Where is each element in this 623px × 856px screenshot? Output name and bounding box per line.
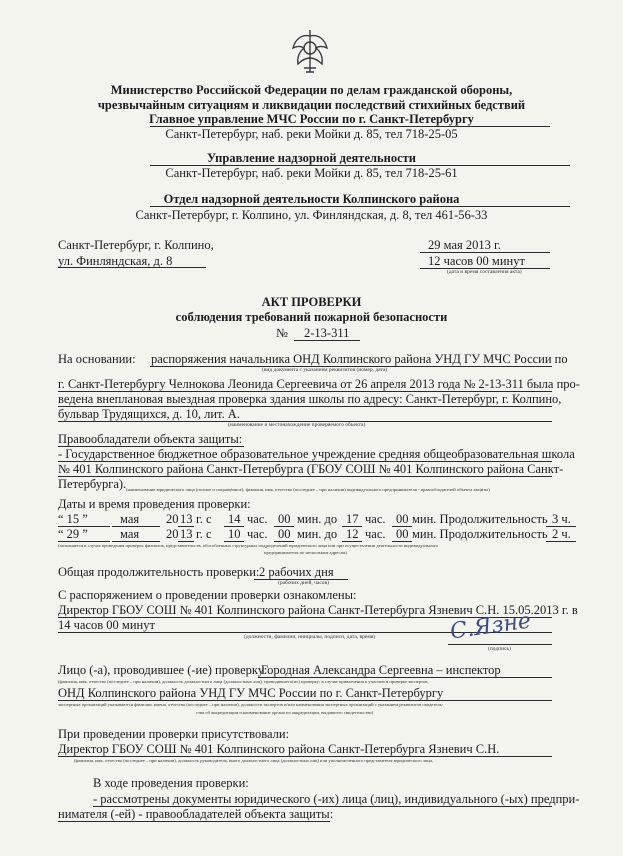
handwritten-signature: С.Язне — [448, 608, 533, 645]
duration-value: 2 рабочих дня — [259, 565, 334, 579]
basis-label: На основании: — [58, 352, 136, 366]
ministry-line-1: Министерство Российской Федерации по делам гражданской обороны, — [110, 83, 513, 97]
course-line-2: нимателя (-ей) - правообладателей объекта защиты: — [58, 807, 334, 821]
acquainted-label: С распоряжением о проведении проверки ознакомлены: — [58, 588, 357, 602]
acquainted-line-2: 14 часов 00 минут — [58, 618, 155, 632]
ond-name: Отдел надзорной деятельности Колпинского района — [163, 192, 460, 206]
document-page: Министерство Российской Федерации по делам гражданской обороны, чрезвычайным ситуациям и ликвидации последствий стихийных бедствий Главное управление МЧС России по г. Санкт-Петербургу Санкт-Петербург, наб. реки Мойки д. 85, тел 718-25-05 Управление надзорной деятельности Санкт-Петербург, наб. реки Мойки д. 85, тел 718-25-61 Отдел надзорной деятельности Колпинского района Санкт-Петербург, г. Колпино, ул. Финляндская, д. 8, тел 461-56-33 Санкт-Петербург, г. Колпино, ул. Финляндская, д. 8 29 мая 2013 г. 12 часов 00 минут (дата и время составления акта) АКТ ПРОВЕРКИ соблюдения требований пожарной безопасности № 2-13-311 На основании: распоряжения начальника ОНД Колпинского района УНД ГУ МЧС России по (вид документа с указанием реквизитов (номер, дата) г. Санкт-Петербургу Челнокова Леонида Сергеевича от 26 апреля 2013 года № 2-13-311 была про- ведена внеплановая выездная проверка здания школы по адресу: Санкт-Петербург, г. Колпино, бульвар Трудящихся, д. 10, лит. А. (наименование и местонахождение проверяемого объекта) Правообладатели объекта защиты: - Государственное бюджетное образовательное учреждение средняя общеобразовательная школа № 401 Колпинского района Санкт-Петербурга (ГБОУ СОШ № 401 Колпинского района Санкт- Петербурга). (наименование юридического лица (полное и сокращённое), фамилия, имя, отчество (последнее – при наличии) индивидуального предпринимателя - правообладателей объекта защиты) Даты и время проведения проверки: “ 15 ” мая 20 13 г. с 14 час. 00 мин. до 17 час. 00 мин. Продолжительность 3 ч. “ 29 ” мая 20 13 г. с 10 час. 00 мин. до 12 час. 00 мин. Продолжительность 2 ч. (заполняется в случае проведения проверок филиалов, представительств, обособленных структурных подразделений юридического лица или при осуществлении деятельности индивидуального предпринимателя по нескольким адресам) Общая продолжительность проверки: 2 рабочих дня (рабочих дней, часов) С распоряжением о проведении проверки ознакомлены: Директор ГБОУ СОШ № 401 Колпинского района Санкт-Петербурга Язневич С.Н. 15.05.2013 г. в 14 часов 00 минут (должности, фамилии, инициалы, подписи, дата, время) С.Язне (подпись) Лицо (-а), проводившее (-ие) проверку: Городная Александра Сергеевна – инспектор (фамилия, имя, отчество (последнее – при наличии), должность должностного лица (должностных лиц), проводившего(их) проверку; в случае привлечения к участию в проверке экспертов, ОНД Колпинского района УНД ГУ МЧС России по г. Санкт-Петербургу экспертных организаций указываются фамилии, имена, отчества (последнее – при наличии), должности экспертов и/или наименования экспертных организаций с указанием реквизитов свидетель- ства об аккредитации и наименование органа по аккредитации, выдавшего свидетельство) При проведении проверки присутствовали: Директор ГБОУ СОШ № 401 Колпинского района Санкт-Петербурга Язневич С.Н. (фамилия, имя, отчество (последнее – при наличии), должность руководителя, иного должностного лица (должностных лиц) или уполномоченного представителя юридического лица, В ходе проведения проверки: - рассмотрены документы юридического (-их) лица (лиц), индивидуального (-ых) предпри- нимателя (-ей) - правообладателей объекта защиты: — [0, 0, 623, 856]
gu-name: Главное управление МЧС России по г. Санкт-Петербургу — [149, 112, 474, 126]
inspector-line-2: ОНД Колпинского района УНД ГУ МЧС России по г. Санкт-Петербургу — [58, 686, 444, 700]
signature-caption: (подпись) — [488, 646, 511, 652]
owners-line-2: № 401 Колпинского района Санкт-Петербурга (ГБОУ СОШ № 401 Колпинского района Санкт- — [58, 462, 564, 476]
basis-line-2: г. Санкт-Петербургу Челнокова Леонида Сергеевича от 26 апреля 2013 года № 2-13-311 была про- — [58, 377, 580, 391]
present-caption: (фамилия, имя, отчество (последнее – при наличии), должность руководителя, иного должностного лица (должностных лиц) или уполномоченного представителя юридического лица, — [74, 758, 434, 763]
owners-line-1: - Государственное бюджетное образовательное учреждение средняя общеобразовательная школа — [58, 447, 575, 461]
act-title: АКТ ПРОВЕРКИ — [261, 295, 362, 309]
inspector-label: Лицо (-а), проводившее (-ие) проверку: — [58, 663, 268, 677]
dates-caption-1: (заполняется в случае проведения проверок филиалов, представительств, обособленных структурных подразделений юридического лица или при осуществлении деятельности индивидуального — [58, 543, 438, 548]
act-subtitle: соблюдения требований пожарной безопасности — [175, 310, 448, 324]
acquainted-line-1: Директор ГБОУ СОШ № 401 Колпинского района Санкт-Петербурга Язневич С.Н. 15.05.2013 г. в — [58, 603, 578, 617]
course-label: В ходе проведения проверки: — [93, 776, 249, 790]
date-caption: (дата и время составления акта) — [447, 269, 522, 275]
dates-caption-2: предпринимателя по нескольким адресам) — [264, 550, 347, 555]
acquainted-caption: (должности, фамилии, инициалы, подписи, дата, время) — [244, 634, 376, 640]
duration-caption: (рабочих дней, часов) — [278, 580, 329, 586]
dates-label: Даты и время проведения проверки: — [58, 497, 251, 511]
place-underline — [58, 267, 206, 268]
act-date: 29 мая 2013 г. — [428, 238, 501, 252]
inspector-caption-2: экспертных организаций указываются фамилии, имена, отчества (последнее – при наличии), должности экспертов и/или наименования экспертных организаций с указанием реквизитов свидетель- — [58, 702, 444, 707]
owners-label: Правообладатели объекта защиты: — [58, 432, 243, 446]
emchs-emblem-icon — [287, 26, 333, 76]
basis-caption-1: (вид документа с указанием реквизитов (номер, дата) — [262, 367, 388, 373]
inspector-value: Городная Александра Сергеевна – инспектор — [261, 663, 501, 677]
present-label: При проведении проверки присутствовали: — [58, 727, 290, 741]
ond-underline — [150, 206, 570, 207]
basis-value-line-1: распоряжения начальника ОНД Колпинского района УНД ГУ МЧС России по — [151, 352, 568, 366]
gu-address: Санкт-Петербург, наб. реки Мойки д. 85, тел 718-25-05 — [165, 127, 458, 141]
owners-caption: (наименование юридического лица (полное и сокращённое), фамилия, имя, отчество (последнее – при наличии) индивидуального предпринимателя - правообладателей объекта защиты) — [126, 487, 490, 492]
basis-line-3: ведена внеплановая выездная проверка здания школы по адресу: Санкт-Петербург, г. Колпино, — [58, 392, 562, 406]
act-time: 12 часов 00 минут — [428, 254, 525, 268]
inspector-caption-1: (фамилия, имя, отчество (последнее – при наличии), должность должностного лица (должностных лиц), проводившего(их) проверку; в случае привлечения к участию в проверке экспертов, — [58, 679, 429, 684]
number-label: № — [276, 326, 288, 340]
basis-line-4: бульвар Трудящихся, д. 10, лит. А. — [58, 407, 240, 421]
owners-line-3: Петербурга). — [58, 477, 127, 491]
ond-address: Санкт-Петербург, г. Колпино, ул. Финляндская, д. 8, тел 461-56-33 — [135, 208, 488, 222]
und-name: Управление надзорной деятельности — [207, 151, 416, 165]
present-value: Директор ГБОУ СОШ № 401 Колпинского района Санкт-Петербурга Язневич С.Н. — [58, 742, 500, 756]
duration-label: Общая продолжительность проверки: — [58, 565, 260, 579]
course-line-1: - рассмотрены документы юридического (-их) лица (лиц), индивидуального (-ых) предпри- — [93, 792, 580, 806]
inspector-caption-3: ства об аккредитации и наименование органа по аккредитации, выдавшего свидетельство) — [196, 710, 374, 715]
basis-caption-2: (наименование и местонахождение проверяемого объекта) — [228, 422, 366, 428]
und-address: Санкт-Петербург, наб. реки Мойки д. 85, тел 718-25-61 — [165, 166, 458, 180]
act-number: 2-13-311 — [304, 326, 350, 340]
place-line-1: Санкт-Петербург, г. Колпино, — [58, 238, 214, 252]
place-line-2: ул. Финляндская, д. 8 — [58, 254, 173, 268]
ministry-line-2: чрезвычайным ситуациям и ликвидации последствий стихийных бедствий — [97, 98, 526, 112]
